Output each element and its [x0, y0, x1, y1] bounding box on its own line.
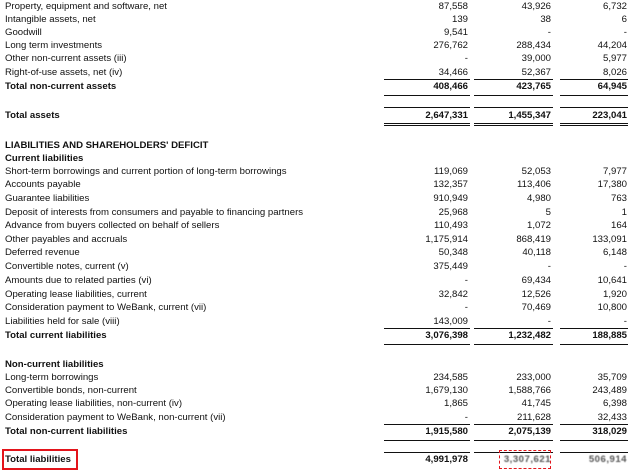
- value-col2: 288,434: [516, 40, 551, 51]
- value-col3: 6: [621, 14, 627, 25]
- divider: [384, 344, 470, 345]
- current-liabilities-heading: Current liabilities: [5, 153, 84, 164]
- table-row: [0, 52, 640, 66]
- value-col1: 1,175,914: [425, 234, 468, 245]
- value-col1: 87,558: [438, 1, 468, 12]
- value-col3: 1,920: [602, 289, 627, 300]
- value-col2: 868,419: [516, 234, 551, 245]
- row-label: Consideration payment to WeBank, non-current (vii): [5, 412, 226, 423]
- value-col2: 1,232,482: [508, 330, 551, 341]
- divider: [474, 344, 553, 345]
- row-label: Total non-current liabilities: [5, 426, 128, 437]
- row-label: Long term investments: [5, 40, 103, 51]
- value-col3: 318,029: [592, 426, 627, 437]
- value-col1: 234,585: [433, 372, 468, 383]
- table-row: [0, 178, 640, 192]
- value-col1: 910,949: [433, 193, 468, 204]
- value-col2: 39,000: [521, 53, 551, 64]
- double-divider: [474, 123, 553, 126]
- value-col3: 35,709: [597, 372, 627, 383]
- table-row: [0, 66, 640, 80]
- double-divider: [560, 123, 628, 126]
- value-col1: 132,357: [433, 179, 468, 190]
- value-col1: -: [464, 275, 468, 286]
- row-label: Convertible bonds, non-current: [5, 385, 137, 396]
- value-col1: 408,466: [433, 81, 468, 92]
- value-col1: 2,647,331: [425, 110, 468, 121]
- row-label: Other non-current assets (iii): [5, 53, 127, 64]
- divider: [384, 95, 470, 96]
- value-col2: 40,118: [522, 247, 551, 258]
- row-label: Right-of-use assets, net (iv): [5, 67, 123, 78]
- value-col3: -: [623, 27, 627, 38]
- row-label: Short-term borrowings and current portion of long-term borrowings: [5, 166, 287, 177]
- row-label: Total liabilities: [5, 454, 71, 465]
- highlight-box-label: [2, 449, 78, 470]
- value-col1: 25,968: [438, 207, 468, 218]
- value-col1: 4,991,978: [425, 454, 468, 465]
- value-col3: 7,977: [602, 166, 627, 177]
- value-col3: -: [623, 261, 627, 272]
- table-row: [0, 165, 640, 179]
- value-col1: 143,009: [433, 316, 468, 327]
- total-noncurrent-assets-row: [0, 80, 640, 94]
- row-label: Deferred revenue: [5, 247, 80, 258]
- value-col2: 211,628: [517, 412, 551, 423]
- highlight-box-value: [499, 450, 551, 469]
- row-label: Operating lease liabilities, current: [5, 289, 147, 300]
- value-col1: 1,679,130: [425, 385, 468, 396]
- row-label: Goodwill: [5, 27, 42, 38]
- row-label: Consideration payment to WeBank, current (vii): [5, 302, 207, 313]
- value-col3: 64,945: [597, 81, 627, 92]
- value-col2: 52,367: [521, 67, 551, 78]
- row-label: Total current liabilities: [5, 330, 107, 341]
- section-heading: LIABILITIES AND SHAREHOLDERS' DEFICIT: [5, 140, 209, 151]
- table-row: [0, 371, 640, 385]
- value-col1: 375,449: [433, 261, 468, 272]
- value-col3: 32,433: [597, 412, 627, 423]
- table-row: [0, 192, 640, 206]
- table-row: [0, 315, 640, 329]
- value-col1: -: [464, 302, 468, 313]
- value-col3: 763: [610, 193, 627, 204]
- table-row: [0, 219, 640, 233]
- value-col1: 1,865: [443, 398, 468, 409]
- value-col2: 1,455,347: [508, 110, 551, 121]
- value-col1: 119,069: [434, 166, 468, 177]
- value-col3: 6,148: [602, 247, 627, 258]
- divider: [474, 95, 553, 96]
- value-col3: 243,489: [592, 385, 627, 396]
- value-col3: 10,800: [597, 302, 627, 313]
- row-label: Amounts due to related parties (vi): [5, 275, 152, 286]
- noncurrent-liabilities-heading: Non-current liabilities: [5, 359, 104, 370]
- value-col2: 233,000: [516, 372, 551, 383]
- divider: [384, 107, 470, 108]
- table-row: [0, 206, 640, 220]
- table-row: [0, 288, 640, 302]
- value-col3: 6,398: [602, 398, 627, 409]
- value-col2: 423,765: [516, 81, 551, 92]
- value-col2: 2,075,139: [508, 426, 551, 437]
- value-col3: 1: [621, 207, 627, 218]
- double-divider: [384, 123, 470, 126]
- value-col2: 12,526: [521, 289, 551, 300]
- total-current-liabilities-row: [0, 329, 640, 343]
- value-col3: 44,204: [597, 40, 627, 51]
- value-col2: 43,926: [521, 1, 551, 12]
- total-noncurrent-liabilities-row: [0, 425, 640, 439]
- divider: [560, 107, 628, 108]
- divider: [560, 344, 628, 345]
- row-label: Other payables and accruals: [5, 234, 128, 245]
- row-label: Total assets: [5, 110, 60, 121]
- value-col2: 70,469: [521, 302, 551, 313]
- value-col2: -: [547, 261, 551, 272]
- row-label: Total non-current assets: [5, 81, 117, 92]
- table-row: [0, 26, 640, 40]
- divider: [474, 107, 553, 108]
- row-label: Property, equipment and software, net: [5, 1, 167, 12]
- value-col2: 4,980: [526, 193, 551, 204]
- value-col3: 188,885: [592, 330, 627, 341]
- value-col2: 1,588,766: [508, 385, 551, 396]
- value-col1: -: [464, 412, 468, 423]
- row-label: Operating lease liabilities, non-current (iv): [5, 398, 183, 409]
- divider: [560, 95, 628, 96]
- table-row: [0, 274, 640, 288]
- value-col2: 3,307,621: [503, 454, 551, 465]
- value-col2: 38: [540, 14, 551, 25]
- table-row: [0, 233, 640, 247]
- value-col3: 506,914: [588, 454, 627, 465]
- table-row: [0, 411, 640, 425]
- value-col1: 9,541: [443, 27, 468, 38]
- value-col3: 10,641: [597, 275, 627, 286]
- value-col1: 50,348: [438, 247, 468, 258]
- value-col2: -: [547, 27, 551, 38]
- divider: [384, 440, 470, 441]
- table-row: [0, 246, 640, 260]
- value-col2: 69,434: [521, 275, 551, 286]
- table-row: [0, 384, 640, 398]
- value-col1: 110,493: [434, 220, 468, 231]
- value-col3: 5,977: [602, 53, 627, 64]
- value-col3: 17,380: [597, 179, 627, 190]
- value-col3: -: [623, 316, 627, 327]
- row-label: Guarantee liabilities: [5, 193, 90, 204]
- table-row: [0, 301, 640, 315]
- value-col3: 164: [610, 220, 627, 231]
- value-col1: -: [464, 53, 468, 64]
- value-col2: 41,745: [521, 398, 551, 409]
- value-col3: 133,091: [592, 234, 627, 245]
- row-label: Advance from buyers collected on behalf of sellers: [5, 220, 220, 231]
- value-col2: 5: [545, 207, 551, 218]
- value-col3: 6,732: [602, 1, 627, 12]
- value-col2: -: [547, 316, 551, 327]
- row-label: Long-term borrowings: [5, 372, 99, 383]
- value-col2: 1,072: [526, 220, 551, 231]
- total-assets-row: [0, 109, 640, 123]
- row-label: Accounts payable: [5, 179, 81, 190]
- value-col1: 32,842: [438, 289, 468, 300]
- value-col3: 223,041: [592, 110, 627, 121]
- divider: [560, 440, 628, 441]
- row-label: Deposit of interests from consumers and payable to financing partners: [5, 207, 304, 218]
- value-col3: 8,026: [602, 67, 627, 78]
- table-row: [0, 13, 640, 27]
- value-col2: 52,053: [521, 166, 551, 177]
- table-row: [0, 260, 640, 274]
- value-col1: 276,762: [433, 40, 468, 51]
- table-row: [0, 0, 640, 14]
- value-col2: 113,406: [517, 179, 551, 190]
- row-label: Intangible assets, net: [5, 14, 96, 25]
- table-row: [0, 39, 640, 53]
- value-col1: 139: [451, 14, 468, 25]
- row-label: Liabilities held for sale (viii): [5, 316, 120, 327]
- value-col1: 34,466: [438, 67, 468, 78]
- divider: [474, 440, 553, 441]
- value-col1: 3,076,398: [425, 330, 468, 341]
- row-label: Convertible notes, current (v): [5, 261, 129, 272]
- value-col1: 1,915,580: [425, 426, 468, 437]
- table-row: [0, 397, 640, 411]
